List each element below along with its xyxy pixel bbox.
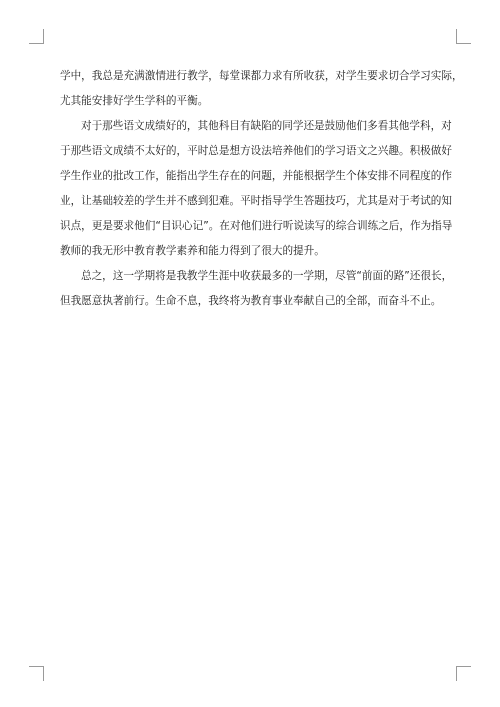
- crop-mark-top-left: [29, 29, 44, 44]
- paragraph-1: [60, 64, 463, 114]
- document-body: [60, 64, 463, 314]
- text-line: 学生作业的批改工作，能指出学生存在的问题，并能根据学生个体安排不同程度的作: [60, 170, 452, 182]
- crop-mark-bottom-right: [456, 666, 471, 681]
- text-line: 但我愿意执著前行。生命不息，我终将为教育事业奉献自己的全部，而奋斗不止。: [60, 295, 442, 307]
- paragraph-2: [60, 114, 453, 264]
- paragraph-3: [60, 264, 453, 314]
- text-line: 总之，这一学期将是我教学生涯中收获最多的一学期，尽管“前面的路”还很长，: [81, 270, 453, 282]
- crop-mark-top-right: [456, 29, 471, 44]
- text-line: 教师的我无形中教育教学素养和能力得到了很大的提升。: [60, 245, 325, 257]
- crop-mark-bottom-left: [29, 666, 44, 681]
- text-line: 学中，我总是充满激情进行教学，每堂课都力求有所收获，对学生要求切合学习实际，: [60, 70, 463, 82]
- text-line: 业，让基础较差的学生并不感到犯难。平时指导学生答题技巧，尤其是对于考试的知: [60, 195, 452, 207]
- text-line: 识点，更是要求他们“目识心记”。在对他们进行听说读写的综合训练之后，作为指导: [60, 220, 453, 232]
- text-line: 于那些语文成绩不太好的，平时总是想方设法培养他们的学习语文之兴趣。积极做好: [60, 145, 452, 157]
- text-line: 对于那些语文成绩好的，其他科目有缺陷的同学还是鼓励他们多看其他学科，对: [81, 120, 452, 132]
- text-line: 尤其能安排好学生学科的平衡。: [60, 95, 209, 107]
